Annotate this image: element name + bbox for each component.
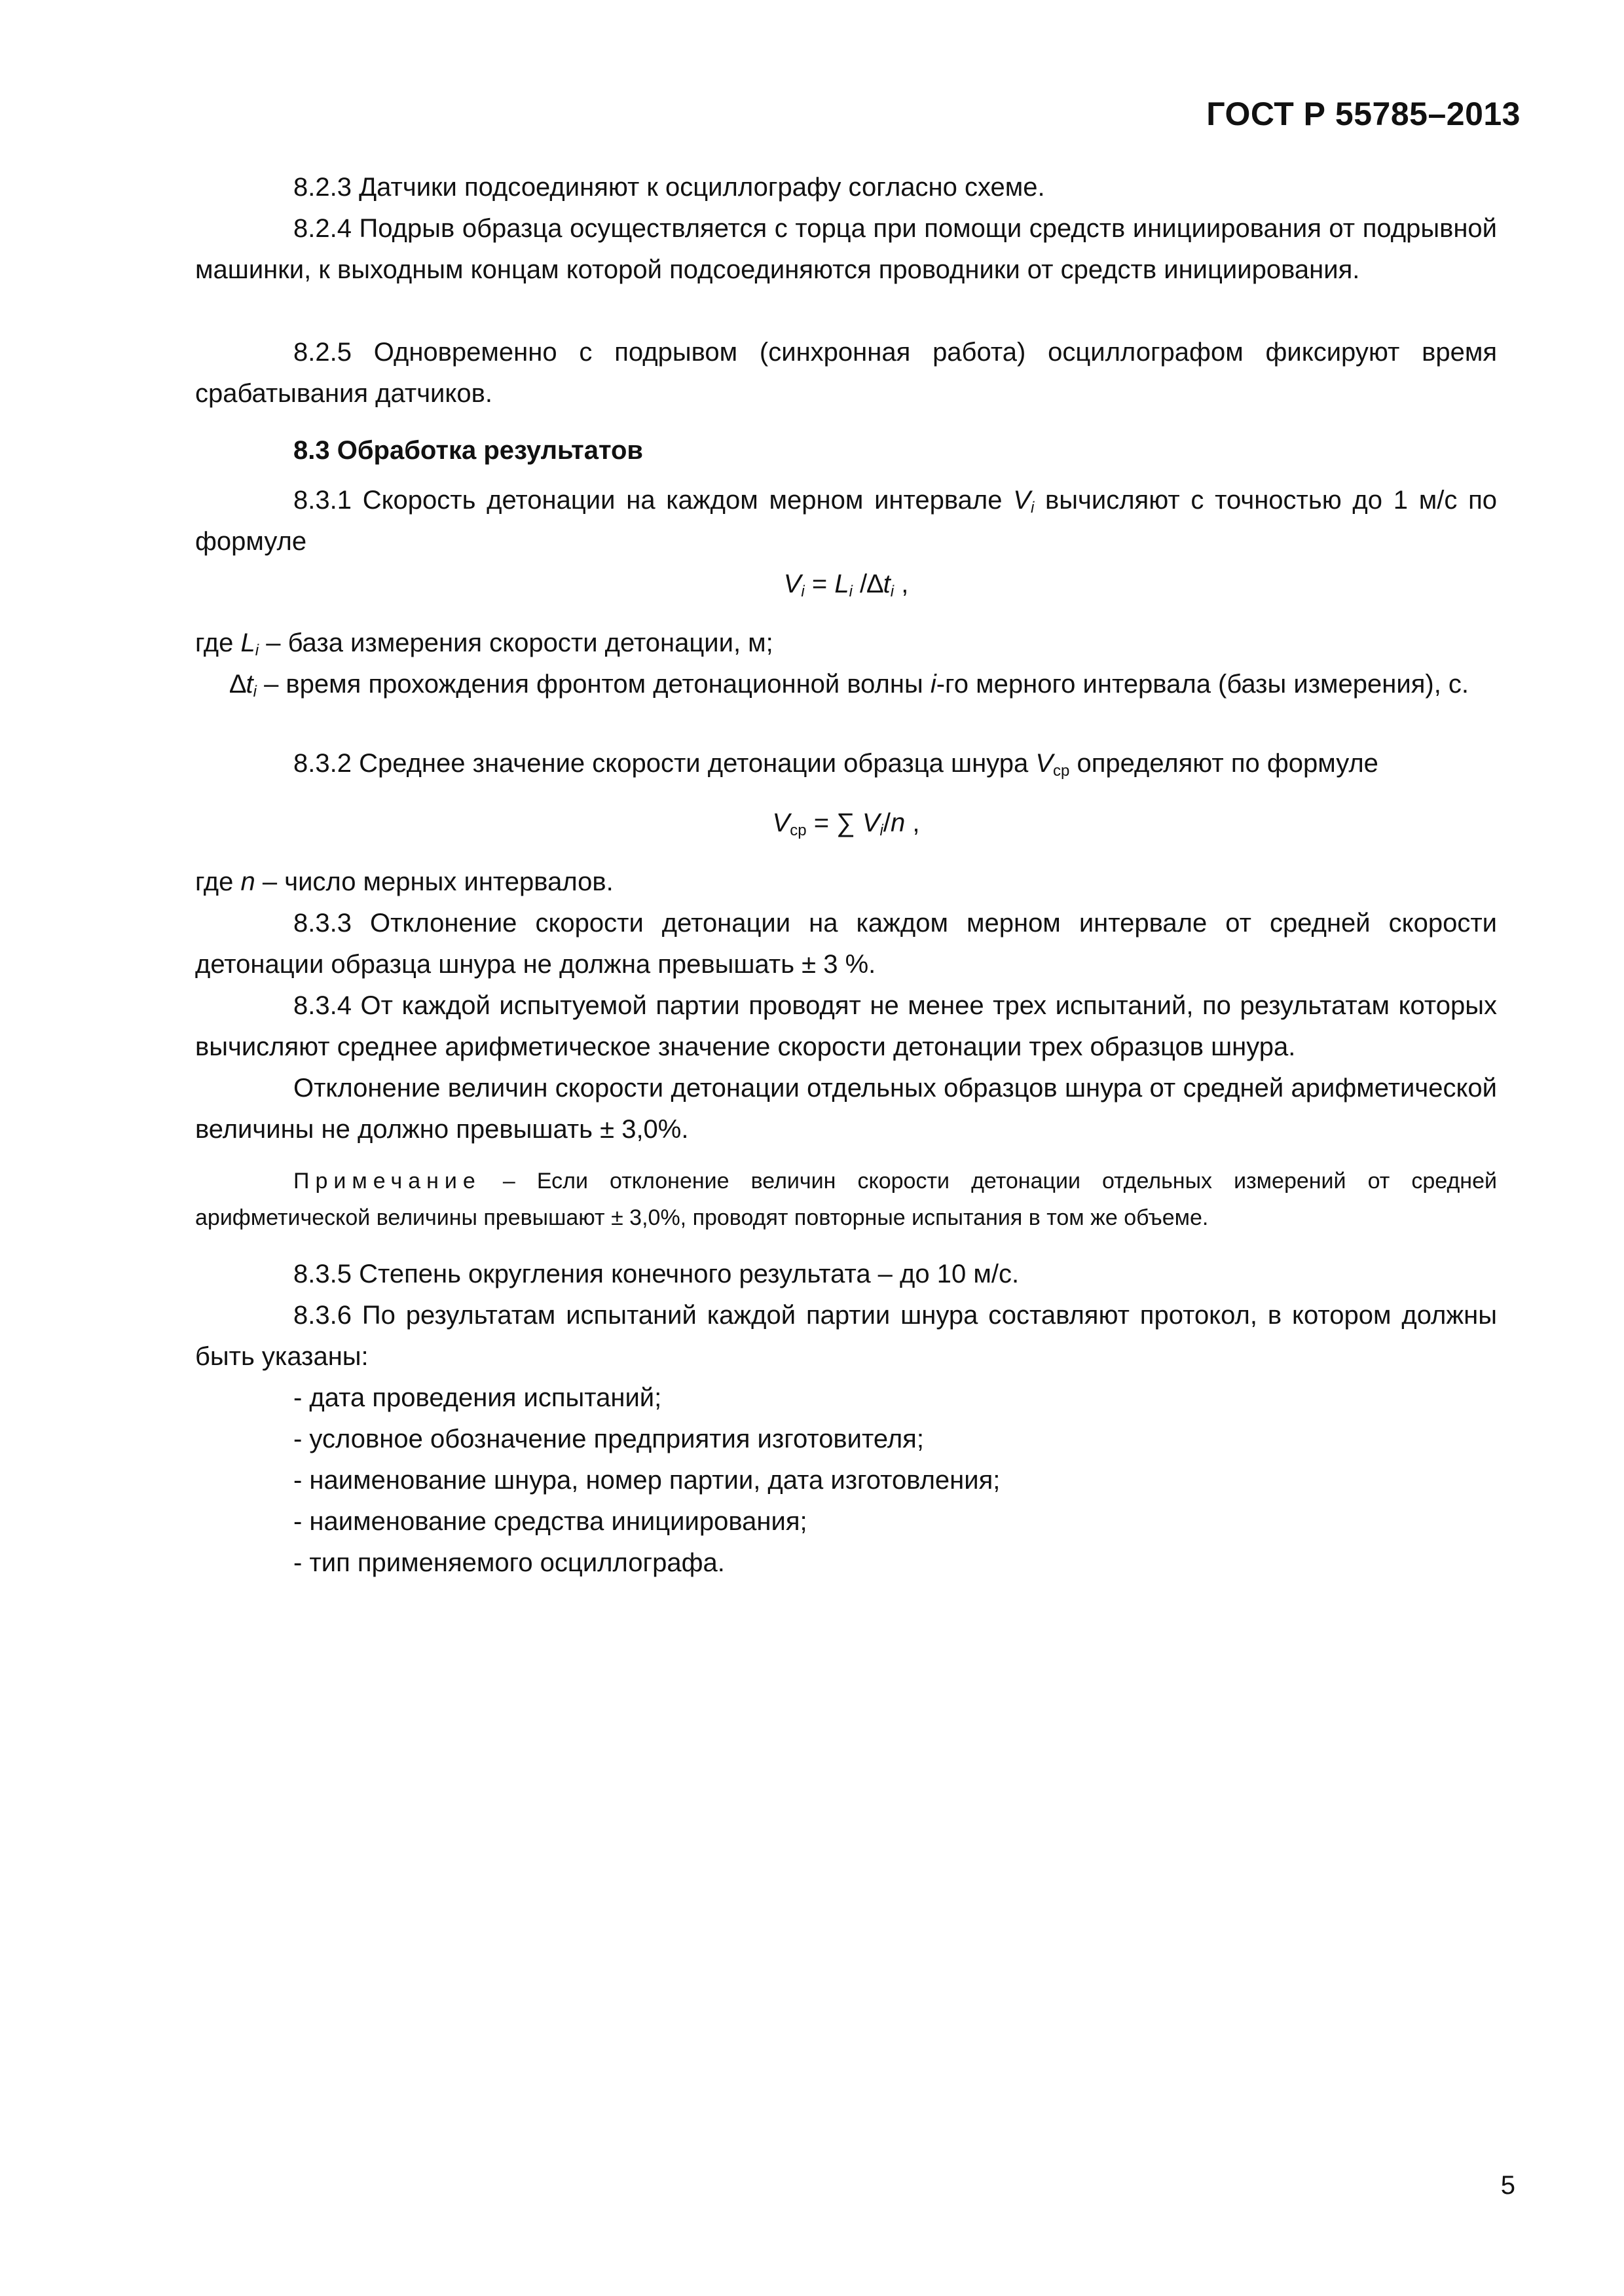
paragraph-8-3-4-deviation: Отклонение величин скорости детонации отдельных образцов шнура от средней арифметической величины не должно превышать ± 3,0%. (195, 1074, 1497, 1144)
formula-average: $V_{ср}$ = ∑ $V_i/n$ , (772, 809, 920, 839)
paragraph-8-3-4: 8.3.4 От каждой испытуемой партии проводят не менее трех испытаний, по результатам которых вычисляют среднее арифметическое значение скорости детонации трех образцов шнура. (195, 991, 1497, 1061)
paragraph-8-3-5: 8.3.5 Степень округления конечного результата – до 10 м/с. (293, 1260, 1020, 1288)
list-item: - условное обозначение предприятия изготовителя; (293, 1425, 924, 1453)
paragraph-8-2-4: 8.2.4 Подрыв образца осуществляется с торца при помощи средств инициирования от подрывной машинки, к выходным концам которой подсоединяются проводники от средств инициирования. (195, 214, 1497, 284)
page-number: 5 (1500, 2171, 1515, 2200)
formula-legend-n: где n – число мерных интервалов. (195, 867, 614, 896)
list-item: - тип применяемого осциллографа. (293, 1548, 725, 1577)
list-item: - наименование шнура, номер партии, дата изготовления; (293, 1466, 1001, 1495)
section-heading-8-3: 8.3 Обработка результатов (293, 436, 644, 465)
list-item: - наименование средства инициирования; (293, 1507, 807, 1536)
note-text: – Если отклонение величин скорости детонации отдельных измерений от средней арифметической величины превышают ± 3,0%, проводят повторные испытания в том же объеме. (195, 1169, 1497, 1230)
paragraph-8-3-1: 8.3.1 Скорость детонации на каждом мерном интервале $V_i$ вычисляют с точностью до 1 м/с по формуле (195, 486, 1497, 556)
paragraph-8-2-3: 8.2.3 Датчики подсоединяют к осциллографу согласно схеме. (293, 173, 1045, 202)
note-label: Примечание (293, 1169, 481, 1194)
list-item: - дата проведения испытаний; (293, 1383, 662, 1412)
formula-legend-L: где $L_i$ – база измерения скорости детонации, м; (195, 629, 773, 659)
paragraph-8-3-6: 8.3.6 По результатам испытаний каждой партии шнура составляют протокол, в котором должны быть указаны: (195, 1301, 1497, 1371)
paragraph-8-2-5: 8.2.5 Одновременно с подрывом (синхронная работа) осциллографом фиксируют время срабатывания датчиков. (195, 338, 1497, 408)
paragraph-8-3-3: 8.3.3 Отклонение скорости детонации на каждом мерном интервале от средней скорости детонации образца шнура не должна превышать ± 3 %. (195, 909, 1497, 979)
document-header: ГОСТ Р 55785–2013 (1206, 96, 1521, 132)
paragraph-8-3-2: 8.3.2 Среднее значение скорости детонации образца шнура $V_{ср}$ определяют по формуле (293, 749, 1378, 780)
formula-legend-dt: $\Delta t_i$ – время прохождения фронтом детонационной волны i-го мерного интервала (базы измерения), с. (230, 670, 1469, 701)
formula-velocity: $V_i = L_i$ $/\Delta t_i$ , (783, 570, 909, 600)
note-block (195, 1163, 1497, 1236)
